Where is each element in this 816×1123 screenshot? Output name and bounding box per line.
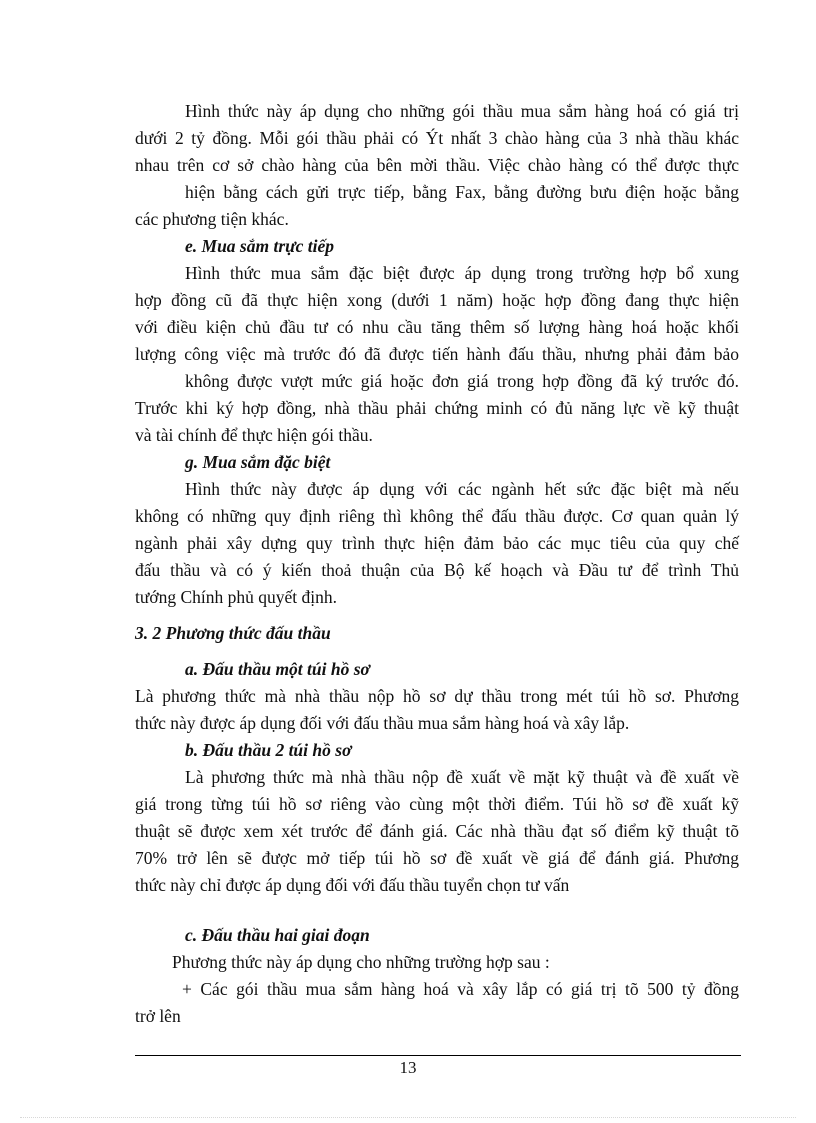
paragraph-line: đấu thầu và có ý kiến thoả thuận của Bộ kế hoạch và Đầu tư để trình Thủ [135, 560, 739, 580]
paragraph-line: Hình thức mua sắm đặc biệt được áp dụng trong trường hợp bổ xung [185, 263, 739, 283]
paragraph-line: thức này được áp dụng đối với đấu thầu mua sắm hàng hoá và xây lắp. [135, 713, 630, 733]
paragraph-line: Là phương thức mà nhà thầu nộp hồ sơ dự thầu trong mét túi hồ sơ. Phương [135, 686, 739, 706]
paragraph-line: thức này chỉ được áp dụng đối với đấu thầu tuyển chọn tư vấn [135, 875, 570, 895]
paragraph-line: không có những quy định riêng thì không thể đấu thầu được. Cơ quan quản lý [135, 506, 739, 526]
page-bottom-border [20, 1117, 796, 1118]
paragraph-line: lượng công việc mà trước đó đã được tiến hành đấu thầu, nhưng phải đảm bảo [135, 344, 739, 364]
section-heading: b. Đấu thầu 2 túi hồ sơ [185, 740, 352, 760]
section-heading: g. Mua sắm đặc biệt [185, 452, 331, 472]
page-number: 13 [399, 1058, 417, 1077]
paragraph-line: không được vượt mức giá hoặc đơn giá trong hợp đồng đã ký trước đó. [185, 371, 739, 391]
paragraph-line: dưới 2 tỷ đồng. Mỗi gói thầu phải có Ýt nhất 3 chào hàng của 3 nhà thầu khác [135, 128, 739, 148]
paragraph-line: + Các gói thầu mua sắm hàng hoá và xây lắp có giá trị tõ 500 tỷ đồng [182, 979, 739, 999]
paragraph-line: hợp đồng cũ đã thực hiện xong (dưới 1 năm) hoặc hợp đồng đang thực hiện [135, 290, 739, 310]
paragraph-line: Trước khi ký hợp đồng, nhà thầu phải chứng minh có đủ năng lực về kỹ thuật [135, 398, 739, 418]
paragraph-line: giá trong từng túi hồ sơ riêng vào cùng một thời điểm. Túi hồ sơ đề xuất kỹ [135, 794, 739, 814]
paragraph-line: nhau trên cơ sở chào hàng của bên mời thầu. Việc chào hàng có thể được thực [135, 155, 739, 175]
section-heading: c. Đấu thầu hai giai đoạn [185, 925, 370, 945]
paragraph-line: các phương tiện khác. [135, 209, 289, 229]
paragraph-line: Là phương thức mà nhà thầu nộp đề xuất về mặt kỹ thuật và đề xuất về [185, 767, 739, 787]
footer-divider [135, 1055, 741, 1056]
paragraph-line: Hình thức này được áp dụng với các ngành hết sức đặc biệt mà nếu [185, 479, 739, 499]
paragraph-line: với điều kiện chủ đầu tư có nhu cầu tăng thêm số lượng hàng hoá hoặc khối [135, 317, 739, 337]
paragraph-line: 70% trở lên sẽ được mở tiếp túi hồ sơ đề xuất về giá để đánh giá. Phương [135, 848, 739, 868]
paragraph-line: tướng Chính phủ quyết định. [135, 587, 338, 607]
paragraph-line: hiện bằng cách gửi trực tiếp, bằng Fax, bằng đường bưu điện hoặc bằng [185, 182, 739, 202]
section-heading: a. Đấu thầu một túi hồ sơ [185, 659, 370, 679]
paragraph-line: Hình thức này áp dụng cho những gói thầu mua sắm hàng hoá có giá trị [185, 101, 739, 121]
paragraph-line: ngành phải xây dựng quy trình thực hiện đảm bảo các mục tiêu của quy chế [135, 533, 739, 553]
section-heading: e. Mua sắm trực tiếp [185, 236, 335, 256]
paragraph-line: thuật sẽ được xem xét trước để đánh giá. Các nhà thầu đạt số điểm kỹ thuật tõ [135, 821, 739, 841]
paragraph-line: Phương thức này áp dụng cho những trường hợp sau : [172, 952, 550, 972]
section-heading: 3. 2 Phương thức đấu thầu [135, 623, 331, 643]
paragraph-line: và tài chính để thực hiện gói thầu. [135, 425, 373, 445]
paragraph-line: trở lên [135, 1006, 181, 1026]
